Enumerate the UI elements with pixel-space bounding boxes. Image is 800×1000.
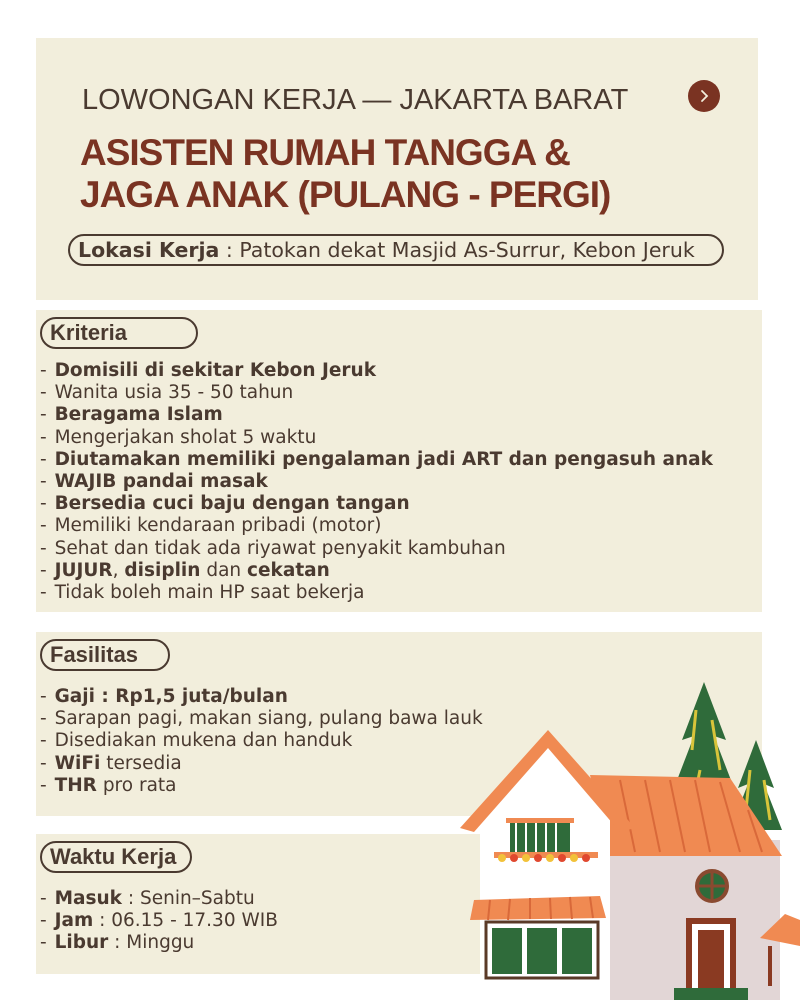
list-item: - Jam : 06.15 - 17.30 WIB — [40, 910, 278, 932]
list-item: - Bersedia cuci baju dengan tangan — [40, 493, 410, 515]
kriteria-heading: Kriteria — [40, 317, 198, 349]
job-title — [80, 132, 610, 216]
list-item: - Masuk : Senin–Sabtu — [40, 888, 255, 909]
list-item: - Beragama Islam — [40, 404, 223, 426]
list-item: - Libur : Minggu — [40, 932, 195, 954]
house-illustration — [430, 670, 800, 1000]
list-item: - Diutamakan memiliki pengalaman jadi ART dan pengasuh anak — [40, 448, 713, 470]
list-item: - JUJUR, disiplin dan cekatan — [40, 559, 330, 581]
list-item: - Sehat dan tidak ada riyawat penyakit kambuhan — [40, 537, 506, 559]
list-item: - WAJIB pandai masak — [40, 471, 268, 493]
fasilitas-list — [40, 686, 483, 797]
list-item: - Wanita usia 35 - 50 tahun — [40, 382, 294, 404]
list-item: - Disediakan mukena dan handuk — [40, 730, 353, 752]
header-card — [36, 38, 758, 300]
waktu-kerja-list — [40, 888, 278, 955]
kriteria-list — [40, 360, 713, 604]
job-title-line-1: ASISTEN RUMAH TANGGA & — [80, 132, 570, 173]
job-overline: LOWONGAN KERJA — JAKARTA BARAT — [82, 84, 629, 116]
list-item: - Sarapan pagi, makan siang, pulang bawa lauk — [40, 708, 483, 730]
waktu-kerja-heading: Waktu Kerja — [40, 841, 192, 873]
fasilitas-heading: Fasilitas — [40, 639, 170, 671]
list-item: - Gaji : Rp1,5 juta/bulan — [40, 686, 288, 707]
location-value: Patokan dekat Masjid As-Surrur, Kebon Jeruk — [239, 238, 695, 262]
next-button[interactable] — [688, 80, 720, 112]
list-item: - WiFi tersedia — [40, 752, 182, 774]
list-item: - THR pro rata — [40, 774, 177, 796]
chevron-right-icon — [697, 89, 711, 103]
location-separator: : — [219, 238, 240, 262]
location-label: Lokasi Kerja — [78, 238, 220, 262]
location-pill — [68, 234, 724, 266]
job-title-line-2: JAGA ANAK (PULANG - PERGI) — [80, 174, 611, 215]
kriteria-card — [36, 310, 762, 612]
list-item: - Mengerjakan sholat 5 waktu — [40, 426, 317, 448]
list-item: - Domisili di sekitar Kebon Jeruk — [40, 360, 377, 381]
list-item: - Memiliki kendaraan pribadi (motor) — [40, 515, 382, 537]
list-item: - Tidak boleh main HP saat bekerja — [40, 582, 365, 604]
